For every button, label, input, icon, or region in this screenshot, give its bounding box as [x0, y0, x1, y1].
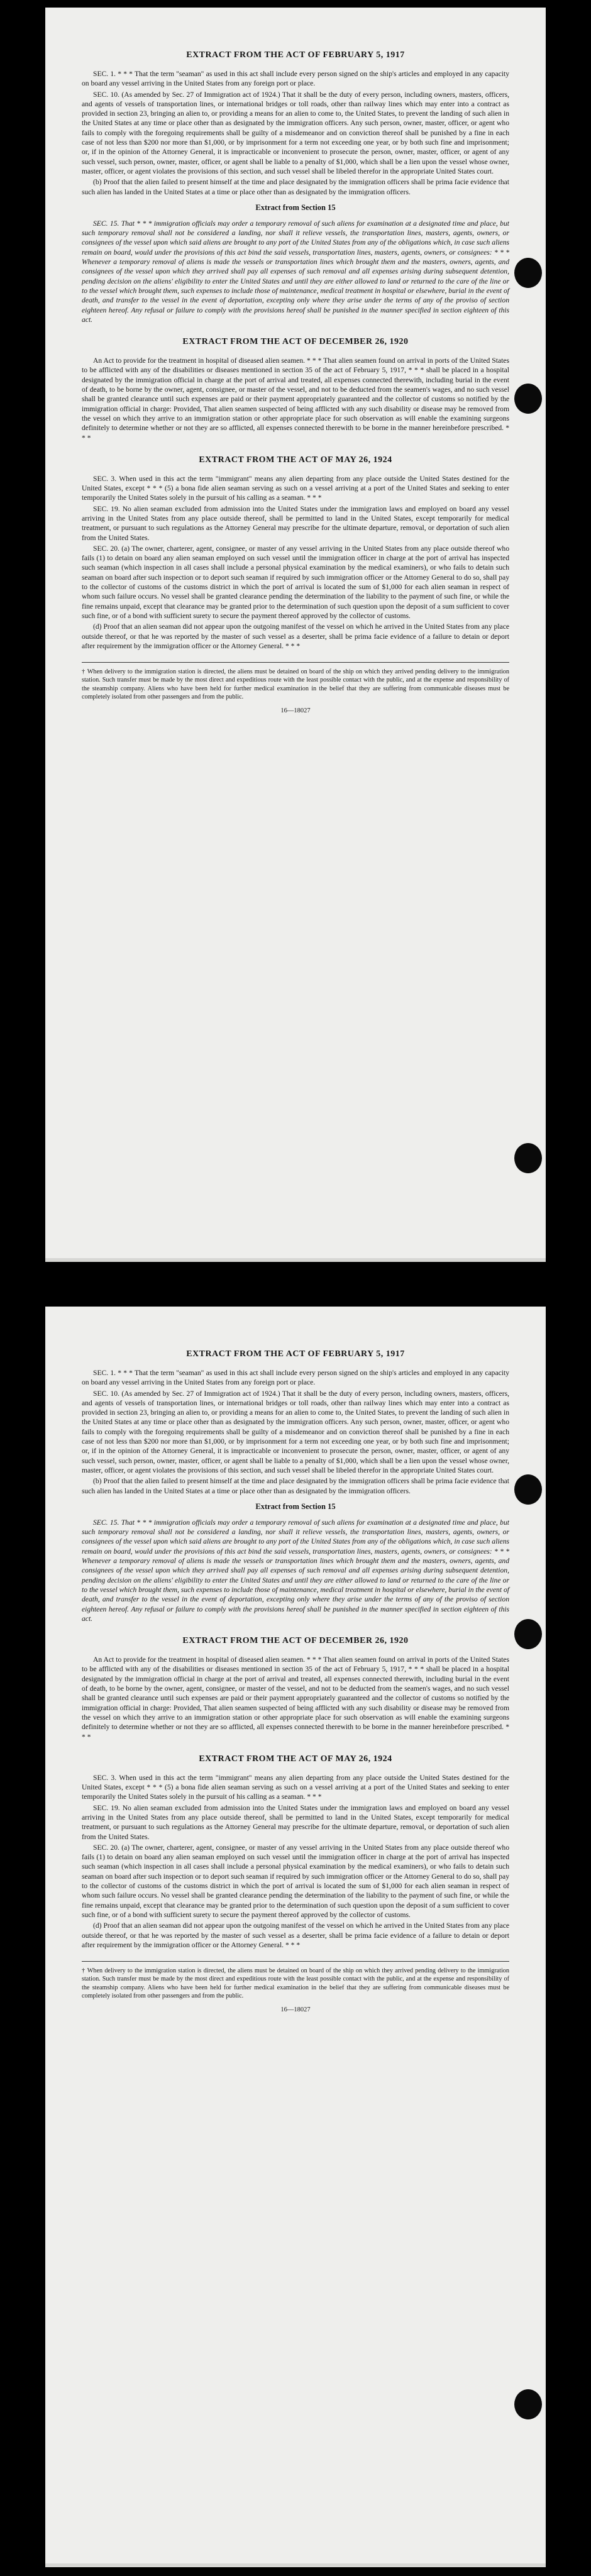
section-10-text: SEC. 10. (As amended by Sec. 27 of Immigration act of 1924.) That it shall be the duty of every person, including owners, masters, officers, and agents of vessels of transportation lines, or international bridges or toll roads, other than railway lines which may enter into a contract as provided in section 23, bringing an alien to, or providing a means for an alien to come to, the United States, to prevent the landing of such alien in the United States at any time or place other than as designated by the immigration officers. Any such person, owner, master, officer, or agent who fails to comply with the foregoing requirements shall be guilty of a misdemeanor and on conviction thereof shall be punished by a fine in each case of not less than $200 nor more than $1,000, or by imprisonment for a term not exceeding one year, or by both such fine and imprisonment; or, if in the opinion of the Attorney General, it is impracticable or inconvenient to prosecute the person, owner, master, officer, or agent of any such vessel, such person, owner, master, officer, or agent shall be liable to a penalty of $1,000, which shall be a lien upon the vessel whose owner, master, officer, or agent violates the provisions of this section, and such vessel shall be libeled therefor in the appropriate United States court.: [82, 90, 509, 175]
section-20d-text: (d) Proof that an alien seaman did not appear upon the outgoing manifest of the vessel on which he arrived in the United States from any place outside thereof, or that he was reported by the master of such vessel as a deserter, shall be prima facie evidence of a failure to detain or deport after requirement by the immigration officer or the Attorney General. * * *: [82, 1921, 509, 1949]
sheet-edge: [45, 2563, 546, 2567]
footnote-divider: [82, 1961, 509, 1962]
footnote-text: † When delivery to the immigration station is directed, the aliens must be detained on board of the ship on which they arrived pending delivery to the immigration station. Such transfer must be made by the most direct and expeditious route with the least possible contact with the public, and at the expense and responsibility of the steamship company. Aliens who have been held for further medical examination in the belief that they are suffering from communicable diseases must be completely isolated from other passengers and from the public.: [82, 1967, 509, 1999]
heading-act-feb-1917: EXTRACT FROM THE ACT OF FEBRUARY 5, 1917: [186, 50, 405, 60]
punch-hole: [514, 2389, 542, 2419]
form-number: 16—18027: [280, 707, 311, 715]
heading-act-may-1924: EXTRACT FROM THE ACT OF MAY 26, 1924: [199, 1754, 392, 1764]
heading-act-may-1924: EXTRACT FROM THE ACT OF MAY 26, 1924: [199, 455, 392, 465]
document-sheet-2: [45, 1307, 546, 2567]
section-19-text: SEC. 19. No alien seaman excluded from admission into the United States under the immigration laws and employed on board any vessel arriving in the United States from any place outside thereof, shall be permitted to land in the United States, except temporarily for medical treatment, or pursuant to such regulations as the Attorney General may prescribe for the ultimate departure, removal, or deportation of such alien from the United States.: [82, 504, 509, 542]
section-10b-text: (b) Proof that the alien failed to present himself at the time and place designated by the immigration officers shall be prima facie evidence that such alien has landed in the United States at a time or place other than as designated by the immigration officers.: [82, 1477, 509, 1495]
punch-hole: [514, 258, 542, 288]
heading-act-dec-1920: EXTRACT FROM THE ACT OF DECEMBER 26, 1920: [182, 337, 409, 347]
heading-act-feb-1917: EXTRACT FROM THE ACT OF FEBRUARY 5, 1917: [186, 1349, 405, 1359]
subheading-section-15: Extract from Section 15: [255, 202, 336, 212]
section-20-text: SEC. 20. (a) The owner, charterer, agent, consignee, or master of any vessel arriving in the United States from any place outside thereof who fails (1) to detain on board any alien seaman employed on such vessel until the immigration officer in charge at the port of arrival has inspected such seaman (which inspection in all cases shall include a personal physical examination by the medical examiners), or who fails to detain such seaman on board after such inspection or to deport such seaman if required by such immigration officer or the Attorney General to do so, shall pay to the collector of customs of the customs district in which the port of arrival is located the sum of $1,000 for each alien seaman in respect of whom such failure occurs. No vessel shall be granted clearance pending the determination of the liability to the payment of such fine, or while the fine remains unpaid, except that clearance may be granted prior to the determination of such question upon the deposit of a sum sufficient to cover such fine, or of a bond with sufficient surety to secure the payment thereof approved by the collector of customs.: [82, 1843, 509, 1919]
form-number: 16—18027: [280, 2006, 311, 2014]
section-20d-text: (d) Proof that an alien seaman did not appear upon the outgoing manifest of the vessel on which he arrived in the United States from any place outside thereof, or that he was reported by the master of such vessel as a deserter, shall be prima facie evidence of a failure to detain or deport after requirement by the immigration officer or the Attorney General. * * *: [82, 622, 509, 650]
act-1920-text: An Act to provide for the treatment in hospital of diseased alien seamen. * * * That alien seamen found on arrival in ports of the United States to be afflicted with any of the disabilities or diseases mentioned in section 35 of the act of February 5, 1917, * * * shall be placed in a hospital designated by the immigration official in charge at the port of arrival and treated, all expenses connected therewith, including burial in the event of death, to be borne by the owner, agent, consignee, or master of the vessel, and not to be deducted from the seamen's wages, and no such vessel shall be granted clearance until such expenses are paid or their payment appropriately guaranteed and the collector of customs so notified by the immigration official in charge: Provided, That alien seamen suspected of being afflicted with any such disability or disease may be removed from the vessel on which they arrive to an immigration station or other appropriate place for such observation as will enable the examining surgeons definitely to determine whether or not they are so afflicted, all expenses connected therewith to be borne in the manner hereinbefore prescribed. * * *: [82, 357, 509, 442]
section-1-text: SEC. 1. * * * That the term "seaman" as used in this act shall include every person signed on the ship's articles and employed in any capacity on board any vessel arriving in the United States from any foreign port or place.: [82, 1369, 509, 1387]
heading-act-dec-1920: EXTRACT FROM THE ACT OF DECEMBER 26, 1920: [182, 1636, 409, 1646]
section-3-text: SEC. 3. When used in this act the term "immigrant" means any alien departing from any place outside the United States destined for the United States, except * * * (5) a bona fide alien seaman serving as such on a vessel arriving at a port of the United States and seeking to enter temporarily the United States solely in the pursuit of his calling as a seaman. * * *: [82, 1773, 509, 1801]
punch-hole: [514, 1619, 542, 1649]
subheading-section-15: Extract from Section 15: [255, 1501, 336, 1511]
punch-hole: [514, 1474, 542, 1505]
section-1-text: SEC. 1. * * * That the term "seaman" as used in this act shall include every person signed on the ship's articles and employed in any capacity on board any vessel arriving in the United States from any foreign port or place.: [82, 70, 509, 88]
footnote-divider: [82, 662, 509, 663]
document-sheet-1: [45, 8, 546, 1262]
footnote-text: † When delivery to the immigration station is directed, the aliens must be detained on board of the ship on which they arrived pending delivery to the immigration station. Such transfer must be made by the most direct and expeditious route with the least possible contact with the public, and at the expense and responsibility of the steamship company. Aliens who have been held for further medical examination in the belief that they are suffering from communicable diseases must be completely isolated from other passengers and from the public.: [82, 668, 509, 700]
punch-hole: [514, 384, 542, 414]
punch-hole: [514, 1143, 542, 1173]
section-15-text: SEC. 15. That * * * immigration officials may order a temporary removal of such aliens for examination at a designated time and place, but such temporary removal shall not be considered a landing, nor shall it relieve vessels, the transportation lines, masters, agents, owners, or consignees of the vessel upon which said aliens are brought to any port of the United States from any of the obligations which, in case such aliens remain on board, would under the provisions of this act bind the said vessels, transportation lines, masters, agents, owners, or consignees: * * * Whenever a temporary removal of aliens is made the vessels or transportation lines which brought them and the masters, owners, agents, and consignees of the vessel upon which they arrived shall pay all expenses of such removal and all expenses arising during subsequent detention, pending decision on the aliens' eligibility to enter the United States and until they are either allowed to land or returned to the care of the line or to the vessel which brought them, such expenses to include those of maintenance, medical treatment in hospital or elsewhere, burial in the event of death, and transfer to the vessel in the event of deportation, excepting only where they arise under the terms of any of the proviso of section eighteen hereof. Any refusal or failure to comply with the provisions hereof shall be punished in the manner specified in section eighteen of this act.: [82, 1518, 509, 1623]
section-10-text: SEC. 10. (As amended by Sec. 27 of Immigration act of 1924.) That it shall be the duty of every person, including owners, masters, officers, and agents of vessels of transportation lines, or international bridges or toll roads, other than railway lines which may enter into a contract as provided in section 23, bringing an alien to, or providing a means for an alien to come to, the United States, to prevent the landing of such alien in the United States at any time or place other than as designated by the immigration officers. Any such person, owner, master, officer, or agent who fails to comply with the foregoing requirements shall be guilty of a misdemeanor and on conviction thereof shall be punished by a fine in each case of not less than $200 nor more than $1,000, or by imprisonment for a term not exceeding one year, or by both such fine and imprisonment; or, if in the opinion of the Attorney General, it is impracticable or inconvenient to prosecute the person, owner, master, officer, or agent of any such vessel, such person, owner, master, officer, or agent shall be liable to a penalty of $1,000, which shall be a lien upon the vessel whose owner, master, officer, or agent violates the provisions of this section, and such vessel shall be libeled therefor in the appropriate United States court.: [82, 1389, 509, 1474]
section-10b-text: (b) Proof that the alien failed to present himself at the time and place designated by the immigration officers shall be prima facie evidence that such alien has landed in the United States at a time or place other than as designated by the immigration officers.: [82, 178, 509, 196]
act-1920-text: An Act to provide for the treatment in hospital of diseased alien seamen. * * * That alien seamen found on arrival in ports of the United States to be afflicted with any of the disabilities or diseases mentioned in section 35 of the act of February 5, 1917, * * * shall be placed in a hospital designated by the immigration official in charge at the port of arrival and treated, all expenses connected therewith, including burial in the event of death, to be borne by the owner, agent, consignee, or master of the vessel, and not to be deducted from the seamen's wages, and no such vessel shall be granted clearance until such expenses are paid or their payment appropriately guaranteed and the collector of customs so notified by the immigration official in charge: Provided, That alien seamen suspected of being afflicted with any such disability or disease may be removed from the vessel on which they arrive to an immigration station or other appropriate place for such observation as will enable the examining surgeons definitely to determine whether or not they are so afflicted, all expenses connected therewith to be borne in the manner hereinbefore prescribed. * * *: [82, 1656, 509, 1741]
section-20-text: SEC. 20. (a) The owner, charterer, agent, consignee, or master of any vessel arriving in the United States from any place outside thereof who fails (1) to detain on board any alien seaman employed on such vessel until the immigration officer in charge at the port of arrival has inspected such seaman (which inspection in all cases shall include a personal physical examination by the medical examiners), or who fails to detain such seaman on board after such inspection or to deport such seaman if required by such immigration officer or the Attorney General to do so, shall pay to the collector of customs of the customs district in which the port of arrival is located the sum of $1,000 for each alien seaman in respect of whom such failure occurs. No vessel shall be granted clearance pending the determination of the liability to the payment of such fine, or while the fine remains unpaid, except that clearance may be granted prior to the determination of such question upon the deposit of a sum sufficient to cover such fine, or of a bond with sufficient surety to secure the payment thereof approved by the collector of customs.: [82, 544, 509, 620]
section-3-text: SEC. 3. When used in this act the term "immigrant" means any alien departing from any place outside the United States destined for the United States, except * * * (5) a bona fide alien seaman serving as such on a vessel arriving at a port of the United States and seeking to enter temporarily the United States solely in the pursuit of his calling as a seaman. * * *: [82, 474, 509, 502]
section-15-text: SEC. 15. That * * * immigration officials may order a temporary removal of such aliens for examination at a designated time and place, but such temporary removal shall not be considered a landing, nor shall it relieve vessels, the transportation lines, masters, agents, owners, or consignees of the vessel upon which said aliens are brought to any port of the United States from any of the obligations which, in case such aliens remain on board, would under the provisions of this act bind the said vessels, transportation lines, masters, agents, owners, or consignees: * * * Whenever a temporary removal of aliens is made the vessels or transportation lines which brought them and the masters, owners, agents, and consignees of the vessel upon which they arrived shall pay all expenses of such removal and all expenses arising during subsequent detention, pending decision on the aliens' eligibility to enter the United States and until they are either allowed to land or returned to the care of the line or to the vessel which brought them, such expenses to include those of maintenance, medical treatment in hospital or elsewhere, burial in the event of death, and transfer to the vessel in the event of deportation, excepting only where they arise under the terms of any of the proviso of section eighteen hereof. Any refusal or failure to comply with the provisions hereof shall be punished in the manner specified in section eighteen of this act.: [82, 219, 509, 324]
section-19-text: SEC. 19. No alien seaman excluded from admission into the United States under the immigration laws and employed on board any vessel arriving in the United States from any place outside thereof, shall be permitted to land in the United States, except temporarily for medical treatment, or pursuant to such regulations as the Attorney General may prescribe for the ultimate departure, removal, or deportation of such alien from the United States.: [82, 1803, 509, 1841]
sheet-edge: [45, 1258, 546, 1262]
